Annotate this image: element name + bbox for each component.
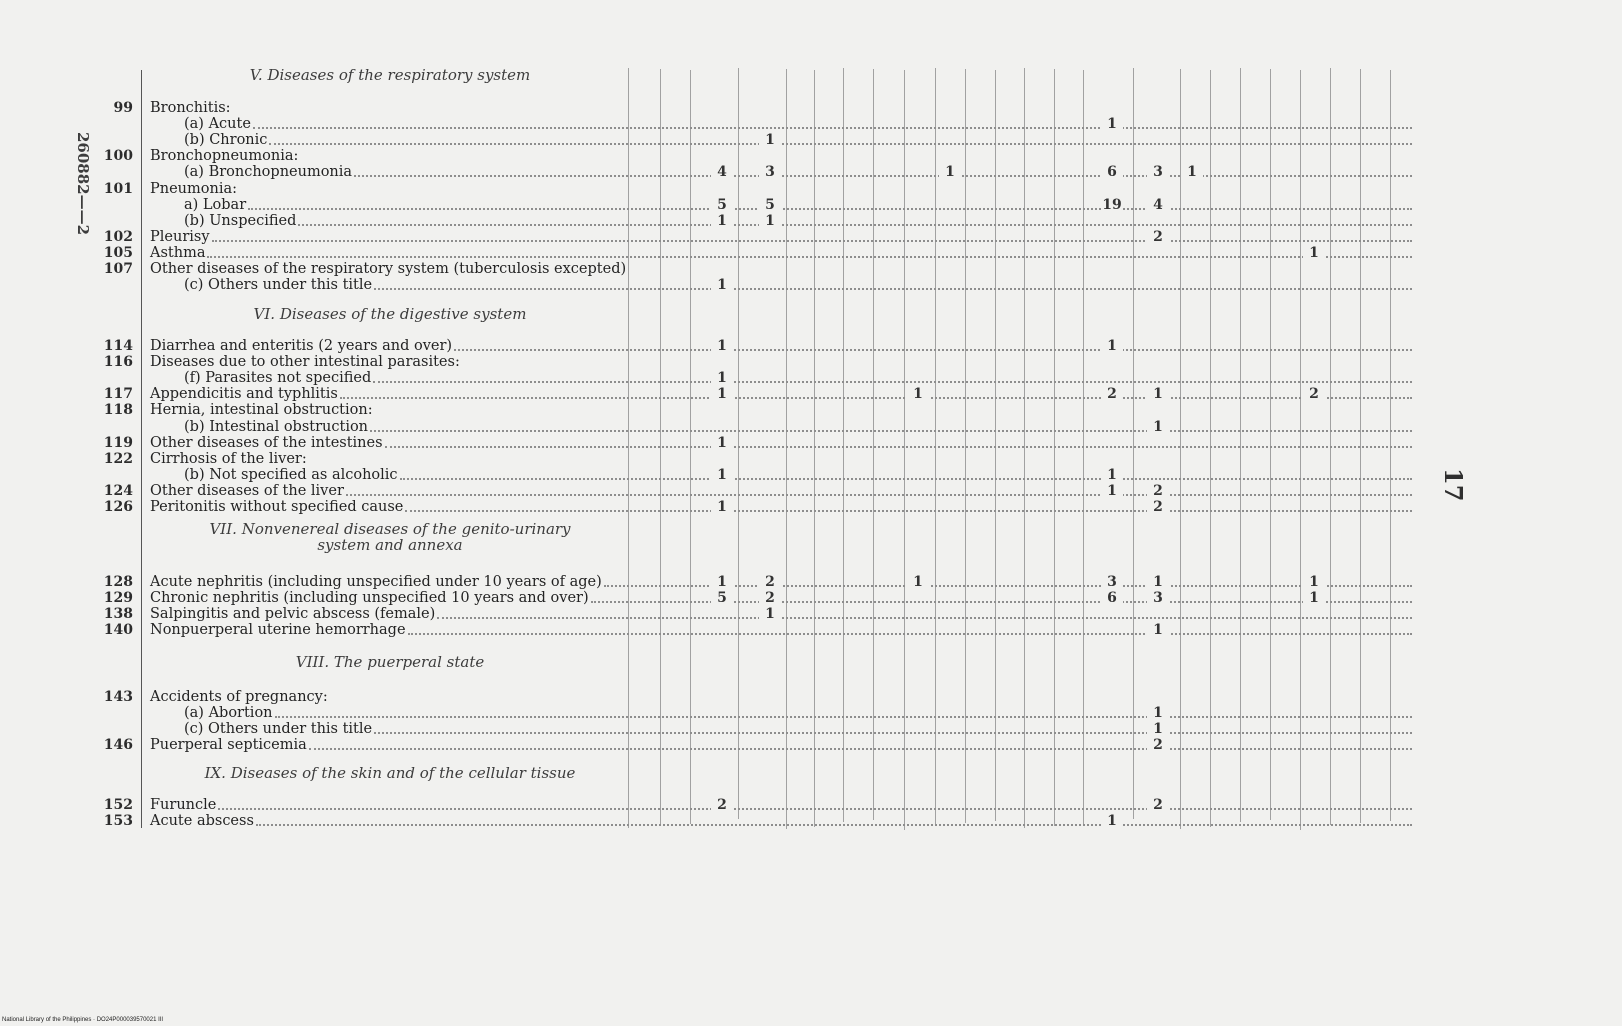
- dot-leader: [354, 175, 1412, 177]
- section-header-line2: system and annexa: [317, 536, 463, 554]
- dot-leader: [218, 808, 1412, 810]
- dot-leader: [346, 494, 1412, 496]
- cause-label: Acute nephritis (including unspecified under 10 years of age): [150, 574, 602, 590]
- table-row: [0, 435, 1622, 451]
- section-header: VIII. The puerperal state: [295, 653, 485, 671]
- count-cell: 2: [759, 590, 781, 606]
- table-row: [0, 116, 1622, 132]
- count-cell: 4: [1147, 197, 1169, 213]
- count-cell: 3: [1147, 590, 1169, 606]
- cause-number: 126: [103, 499, 133, 515]
- count-cell: 2: [711, 797, 733, 813]
- cause-number: 128: [103, 574, 133, 590]
- count-cell: 1: [711, 370, 733, 386]
- table-row: [0, 181, 1622, 197]
- side-margin-note: 260882——2: [74, 132, 92, 236]
- cause-label: Acute abscess: [150, 813, 254, 830]
- dot-leader: [256, 824, 1412, 826]
- cause-number: 100: [103, 148, 133, 165]
- count-cell: 1: [1101, 467, 1123, 483]
- cause-label: (b) Unspecified: [184, 212, 297, 229]
- count-cell: 1: [1303, 245, 1325, 261]
- cause-number: 146: [103, 737, 133, 754]
- cause-label: (f) Parasites not specified: [184, 370, 372, 387]
- dot-leader: [405, 510, 1412, 512]
- count-cell: 1: [711, 386, 733, 402]
- dot-leader: [385, 446, 1412, 448]
- count-cell: 19: [1102, 196, 1122, 213]
- cause-label: Peritonitis without specified cause: [150, 499, 404, 515]
- cause-number: 101: [103, 180, 133, 197]
- count-cell: 5: [711, 197, 733, 213]
- table-row: [0, 261, 1622, 277]
- dot-leader: [408, 633, 1412, 635]
- count-cell: 4: [711, 164, 733, 180]
- cause-number: 152: [103, 797, 133, 813]
- cause-number: 105: [103, 244, 133, 261]
- cause-label: Nonpuerperal uterine hemorrhage: [150, 622, 406, 639]
- table-row: [0, 229, 1622, 245]
- section-header: VI. Diseases of the digestive system: [253, 305, 527, 323]
- table-row: [0, 499, 1622, 515]
- cause-label: Other diseases of the liver: [150, 482, 344, 499]
- cause-label: Furuncle: [150, 797, 217, 813]
- cause-number: 99: [113, 100, 133, 116]
- table-row: [0, 419, 1622, 435]
- count-cell: 1: [907, 386, 929, 402]
- count-cell: 6: [1101, 590, 1123, 606]
- table-row: [0, 245, 1622, 261]
- table-row: [0, 797, 1622, 813]
- count-cell: 1: [759, 213, 781, 229]
- cause-label: a) Lobar: [184, 196, 247, 213]
- cause-number: 118: [103, 402, 133, 419]
- count-cell: 1: [1147, 419, 1169, 435]
- count-cell: 1: [1101, 338, 1123, 354]
- cause-label: Appendicitis and typhlitis: [150, 386, 338, 403]
- count-cell: 5: [759, 197, 781, 213]
- dot-leader: [454, 349, 1412, 351]
- cause-number: 129: [103, 590, 133, 607]
- count-cell: 2: [1303, 386, 1325, 402]
- section-header: VII. Nonvenereal diseases of the genito-urinary: [209, 520, 571, 538]
- section-header: IX. Diseases of the skin and of the cellular tissue: [204, 764, 576, 782]
- table-row: [0, 622, 1622, 638]
- count-cell: 1: [1147, 386, 1169, 402]
- count-cell: 1: [711, 467, 733, 483]
- cause-label: (b) Chronic: [184, 132, 268, 149]
- count-cell: 5: [711, 590, 733, 606]
- cause-label: Asthma: [150, 244, 206, 261]
- count-cell: 1: [759, 132, 781, 148]
- count-cell: 2: [1147, 499, 1169, 515]
- cause-number: 102: [103, 228, 133, 245]
- dot-leader: [374, 732, 1412, 734]
- table-row: [0, 402, 1622, 418]
- cause-label: Diarrhea and enteritis (2 years and over): [150, 338, 453, 354]
- table-row: [0, 277, 1622, 293]
- dot-leader: [248, 208, 1412, 210]
- table-row: [0, 705, 1622, 721]
- cause-label: Pneumonia:: [150, 180, 237, 197]
- count-cell: 2: [759, 574, 781, 590]
- dot-leader: [374, 288, 1412, 290]
- count-cell: 1: [1101, 483, 1123, 499]
- library-footer: National Library of the Philippines · DO24P000039570021 III: [2, 1017, 164, 1023]
- dot-leader: [207, 256, 1412, 258]
- table-row: [0, 370, 1622, 386]
- table-row: [0, 354, 1622, 370]
- cause-label: Hernia, intestinal obstruction:: [150, 402, 373, 419]
- table-row: [0, 467, 1622, 483]
- count-cell: 2: [1147, 229, 1169, 245]
- table-row: [0, 213, 1622, 229]
- dot-leader: [298, 224, 1412, 226]
- count-cell: 1: [939, 164, 961, 180]
- table-row: [0, 451, 1622, 467]
- table-row: [0, 338, 1622, 354]
- count-cell: 3: [1101, 574, 1123, 590]
- cause-label: (a) Abortion: [184, 705, 273, 722]
- table-row: [0, 164, 1622, 180]
- count-cell: 6: [1101, 164, 1123, 180]
- table-row: [0, 132, 1622, 148]
- count-cell: 2: [1147, 737, 1169, 753]
- table-row: [0, 737, 1622, 753]
- dot-leader: [269, 143, 1412, 145]
- table-row: [0, 689, 1622, 705]
- cause-label: Diseases due to other intestinal parasites:: [150, 354, 460, 371]
- table-row: [0, 606, 1622, 622]
- cause-number: 124: [103, 482, 133, 499]
- dot-leader: [275, 716, 1412, 718]
- cause-number: 117: [103, 386, 133, 403]
- cause-label: Salpingitis and pelvic abscess (female): [150, 606, 436, 623]
- count-cell: 2: [1147, 483, 1169, 499]
- table-row: [0, 721, 1622, 737]
- dot-leader: [253, 127, 1412, 129]
- cause-number: 119: [103, 434, 133, 451]
- dot-leader: [373, 381, 1412, 383]
- table-row: [0, 386, 1622, 402]
- count-cell: 1: [711, 338, 733, 354]
- count-cell: 1: [1181, 164, 1203, 180]
- count-cell: 1: [1147, 622, 1169, 638]
- cause-label: Cirrhosis of the liver:: [150, 450, 307, 467]
- cause-number: 107: [103, 261, 133, 277]
- table-row: [0, 590, 1622, 606]
- count-cell: 1: [1101, 116, 1123, 132]
- cause-label: (b) Not specified as alcoholic: [184, 466, 398, 483]
- cause-number: 114: [103, 338, 133, 354]
- table-row: [0, 197, 1622, 213]
- cause-number: 122: [103, 450, 133, 467]
- table-row: [0, 148, 1622, 164]
- count-cell: 1: [1147, 705, 1169, 721]
- dot-leader: [400, 478, 1412, 480]
- table-row: [0, 574, 1622, 590]
- count-cell: 3: [1147, 164, 1169, 180]
- count-cell: 1: [711, 213, 733, 229]
- cause-number: 153: [103, 813, 133, 830]
- count-cell: 3: [759, 164, 781, 180]
- count-cell: 2: [1101, 386, 1123, 402]
- cause-label: Bronchopneumonia:: [150, 148, 299, 165]
- cause-label: Chronic nephritis (including unspecified 10 years and over): [150, 590, 589, 607]
- cause-label: Accidents of pregnancy:: [150, 689, 328, 705]
- count-cell: 1: [711, 277, 733, 293]
- cause-number: 138: [103, 606, 133, 623]
- cause-label: (a) Bronchopneumonia: [184, 164, 353, 181]
- page-number: 17: [1439, 468, 1468, 502]
- section-header: V. Diseases of the respiratory system: [249, 66, 531, 84]
- cause-number: 140: [103, 622, 133, 639]
- table-row: [0, 483, 1622, 499]
- count-cell: 1: [1147, 574, 1169, 590]
- count-cell: 1: [1303, 590, 1325, 606]
- cause-label: (a) Acute: [184, 116, 251, 133]
- dot-leader: [370, 430, 1412, 432]
- cause-number: 116: [103, 354, 133, 371]
- cause-label: (c) Others under this title: [184, 721, 373, 738]
- cause-label: Other diseases of the respiratory system (tuberculosis excepted): [150, 261, 627, 277]
- count-cell: 1: [1303, 574, 1325, 590]
- cause-label: Other diseases of the intestines: [150, 434, 383, 451]
- table-row: [0, 100, 1622, 116]
- cause-label: Bronchitis:: [150, 100, 231, 116]
- cause-number: 143: [103, 689, 133, 705]
- cause-label: Puerperal septicemia: [150, 737, 307, 754]
- count-cell: 2: [1147, 797, 1169, 813]
- dot-leader: [212, 240, 1412, 242]
- dot-leader: [309, 748, 1412, 750]
- count-cell: 1: [759, 606, 781, 622]
- count-cell: 1: [1101, 813, 1123, 829]
- cause-label: (c) Others under this title: [184, 277, 373, 294]
- dot-leader: [340, 397, 1412, 399]
- count-cell: 1: [711, 435, 733, 451]
- count-cell: 1: [1147, 721, 1169, 737]
- table-row: [0, 813, 1622, 829]
- count-cell: 1: [907, 574, 929, 590]
- count-cell: 1: [711, 499, 733, 515]
- dot-leader: [437, 617, 1412, 619]
- count-cell: 1: [711, 574, 733, 590]
- cause-label: Pleurisy: [150, 228, 210, 245]
- cause-label: (b) Intestinal obstruction: [184, 418, 369, 435]
